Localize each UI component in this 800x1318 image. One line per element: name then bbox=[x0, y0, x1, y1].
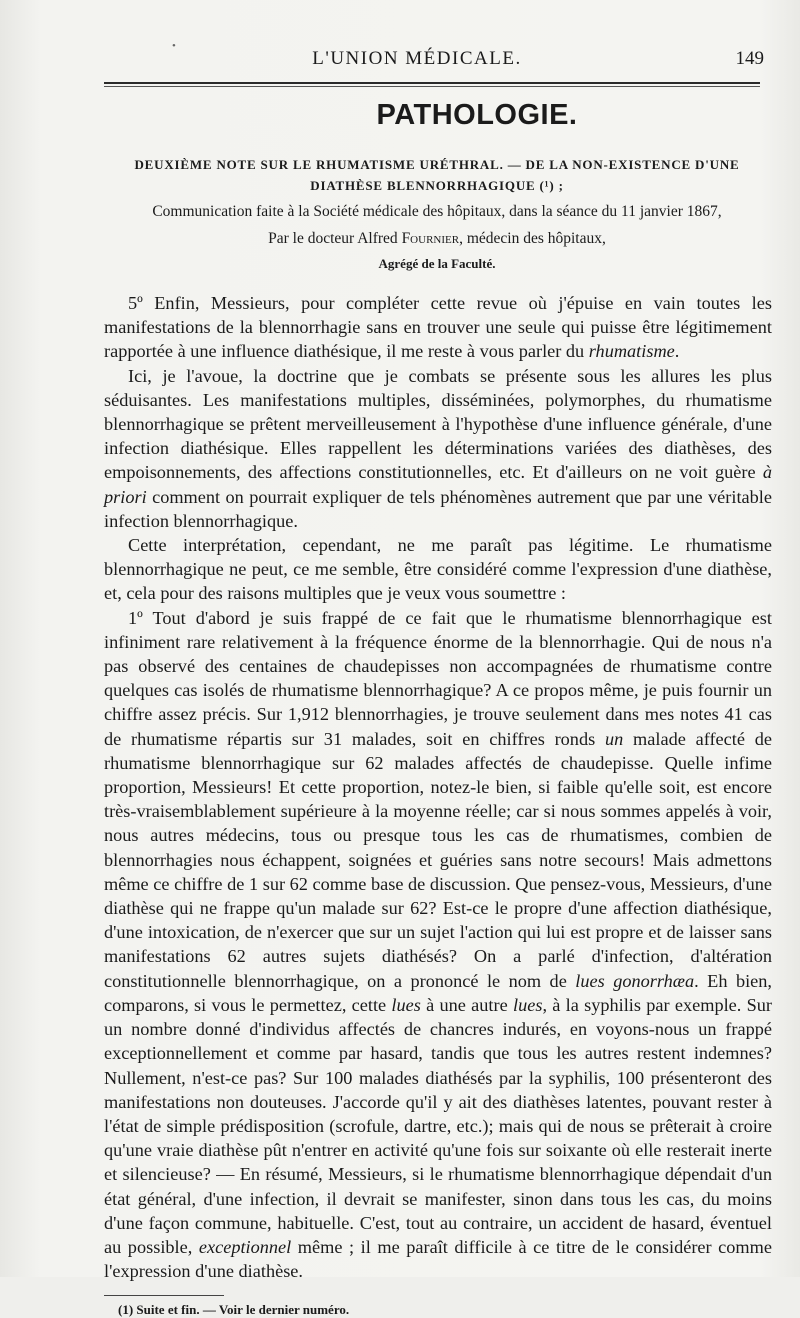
footnote-rule bbox=[104, 1295, 224, 1296]
p4-text-c: . Eh bien, comparons, si vous le permettez, cette bbox=[104, 970, 772, 1015]
p2-end: comment on pourrait expliquer de tels phénomènes autrement que par une véritable infection blennorrhagique. bbox=[104, 486, 772, 531]
author-prefix: Par le docteur Alfred bbox=[268, 230, 398, 247]
p1-emphasis: rhumatisme bbox=[588, 341, 675, 362]
paragraph-4 bbox=[104, 606, 772, 1284]
header-rule bbox=[104, 82, 760, 84]
footnote: (1) Suite et fin. — Voir le dernier numéro. bbox=[118, 1302, 350, 1318]
author-name: Fournier bbox=[401, 230, 460, 247]
section-title: PATHOLOGIE. bbox=[376, 99, 578, 131]
page-number: 149 bbox=[735, 48, 764, 69]
article-title-text: DIATHÈSE BLENNORRHAGIQUE bbox=[310, 178, 536, 193]
article-title bbox=[104, 154, 770, 196]
running-title: L'UNION MÉDICALE. bbox=[312, 48, 522, 69]
p4-text-b: malade affecté de rhumatisme blennorrhagique sur 62 malades affectés de chaudepisse. Quelle infime proportion, Messieurs! Et cette proportion, notez-le bien, si faible qu'elle soit, est encore très-vraisemblablement supérieure à la moyenne réelle; car si nous sommes appelés à voir, nous autres médecins, tous ou presque tous les cas de rhumatismes, combien de blennorrhagies nous échappent, soignées et guéries sans notre secours! Mais admettons même ce chiffre de 1 sur 62 comme base de discussion. Que pensez-vous, Messieurs, d'une diathèse qui ne frappe qu'un malade sur 62? Est-ce le propre d'une affection diathésique, d'une intoxication, de n'exercer que sur un sujet l'action qui lui est propre et de laisser sans manifestations 62 autres sujets diathésés? On a parlé d'infection, d'altération constitutionnelle blennorrhagique, on a prononcé le nom de bbox=[104, 728, 772, 991]
communication-line: Communication faite à la Société médicale des hôpitaux, dans la séance du 11 janvier 1867, bbox=[152, 203, 722, 220]
p4-emphasis-5: exceptionnel bbox=[198, 1236, 292, 1257]
article-title-line1: DEUXIÈME NOTE SUR LE RHUMATISME URÉTHRAL. — DE LA NON-EXISTENCE D'UNE bbox=[134, 157, 740, 172]
p4-text-a: 1º Tout d'abord je suis frappé de ce fait que le rhumatisme blennorrhagique est infiniment rare relativement à la fréquence énorme de la blennorrhagie. Qui de nous n'a pas observé des centaines de chaudepisses non accompagnées de rhumatisme contre quelques cas isolés de rhumatisme blennorrhagique? A ce propos même, je puis fournir un chiffre assez précis. Sur 1,912 blennorrhagies, je trouve seulement dans mes notes 41 cas de rhumatisme répartis sur 31 malades, soit en chiffres ronds bbox=[104, 607, 772, 749]
p4-emphasis-4: lues bbox=[512, 994, 543, 1015]
article-title-line2 bbox=[104, 175, 770, 196]
header-rule-thin bbox=[104, 86, 760, 87]
article-title-tail: ; bbox=[558, 178, 564, 193]
p2-text: Ici, je l'avoue, la doctrine que je combats se présente sous les allures les plus séduisantes. Les manifestations multiples, disséminées, polymorphes, du rhumatisme blennorrhagique se prêtent merveilleusement à l'hypothèse d'une influence générale, d'une infection diathésique. Elles rappellent les déterminations variées des diathèses, des empoisonnements, des affections constitutionnelles, etc. Et d'ailleurs on ne voit guère bbox=[104, 365, 772, 483]
author-suffix: , médecin des hôpitaux, bbox=[459, 230, 606, 247]
p4-text-e: , à la syphilis par exemple. Sur un nombre donné d'individus affectés de chancres indurés, en voyons-nous un frappé exceptionnellement et comme par hasard, tandis que tous les autres restent indemnes? Nullement, n'est-ce pas? Sur 100 malades diathésés par la syphilis, 100 présenteront des manifestations non douteuses. J'accorde qu'il y ait des diathèses latentes, pouvant rester à l'état de simple prédisposition (scrofule, dartre, etc.); mais qui de nous se prêterait à croire qu'une vraie diathèse pût n'entrer en activité qu'une fois sur soixante où elle resterait inerte et silencieuse? — En résumé, Messieurs, si le rhumatisme blennorrhagique dépendait d'un état général, d'une infection, il devrait se manifester, sinon dans tous les cas, du moins d'une façon commune, habituelle. C'est, tout au contraire, un accident de hasard, éventuel au possible, bbox=[104, 994, 773, 1257]
author-line bbox=[104, 227, 770, 250]
running-head bbox=[104, 48, 770, 78]
p4-text-d: à une autre bbox=[420, 994, 513, 1015]
p4-emphasis-1: un bbox=[604, 728, 624, 749]
footnote-mark: (¹) bbox=[539, 178, 555, 193]
paragraph-2 bbox=[104, 364, 772, 533]
paragraph-1 bbox=[104, 291, 772, 364]
stray-mark-icon: • bbox=[172, 40, 176, 52]
author-title: Agrégé de la Faculté. bbox=[378, 256, 496, 271]
p1-text: 5º Enfin, Messieurs, pour compléter cette revue où j'épuise en vain toutes les manifestations de la blennorrhagie sans en trouver une seule qui puisse être légitimement rapportée à une influence diathésique, il me reste à vous parler du bbox=[104, 293, 772, 362]
p1-end: . bbox=[674, 341, 680, 362]
p4-emphasis-3: lues bbox=[391, 994, 421, 1015]
p4-text-f: même ; il me paraît difficile à ce titre de le considérer comme l'expression d'une diathèse. bbox=[104, 1236, 772, 1282]
article-body bbox=[104, 291, 772, 1283]
p2-emphasis: à priori bbox=[104, 462, 772, 507]
p4-emphasis-2: lues gonorrhæa bbox=[575, 970, 695, 991]
paragraph-3: Cette interprétation, cependant, ne me paraît pas légitime. Le rhumatisme blennorrhagique ne peut, ce me semble, être considéré comme l'expression d'une diathèse, et, cela pour des raisons multiples que je veux vous soumettre : bbox=[104, 535, 772, 604]
